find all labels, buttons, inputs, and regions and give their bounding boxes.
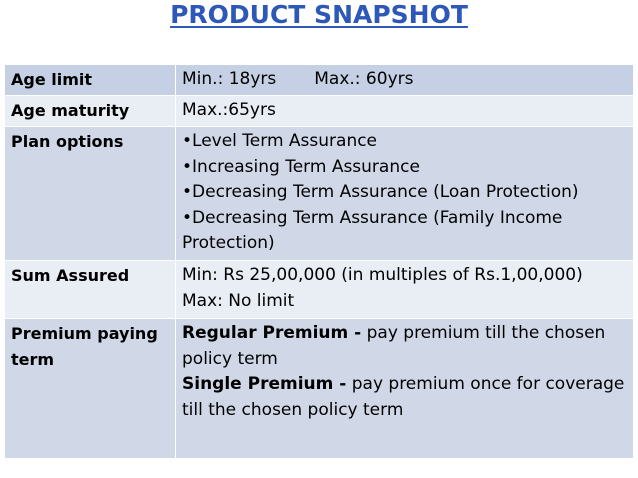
row-label: Age limit	[5, 65, 176, 96]
row-value	[176, 127, 634, 261]
product-snapshot-table	[4, 64, 634, 459]
plan-option: •Increasing Term Assurance	[182, 156, 420, 177]
table-row	[5, 319, 634, 459]
table-row	[5, 96, 634, 127]
plan-option: •Decreasing Term Assurance (Loan Protection)	[182, 182, 579, 202]
single-premium	[182, 372, 627, 423]
single-premium-label: Single Premium -	[182, 374, 347, 394]
row-label: Premium paying term	[5, 319, 176, 459]
table-row	[5, 261, 634, 319]
plan-option: •Decreasing Term Assurance (Family Income Protection)	[182, 207, 563, 253]
regular-premium-text: pay premium till the chosen policy term	[182, 323, 606, 369]
sum-assured-line: Max: No limit	[182, 290, 295, 311]
row-label: Plan options	[5, 127, 176, 261]
regular-premium	[182, 321, 627, 372]
row-value: Max.:65yrs	[176, 96, 634, 127]
row-value	[176, 261, 634, 319]
table-row	[5, 127, 634, 261]
page-title: PRODUCT SNAPSHOT	[170, 0, 468, 29]
sum-assured-line: Min: Rs 25,00,000 (in multiples of Rs.1,00,000)	[182, 265, 583, 285]
row-label: Age maturity	[5, 96, 176, 127]
row-label: Sum Assured	[5, 261, 176, 319]
age-max: Max.: 60yrs	[314, 69, 414, 89]
plan-option: •Level Term Assurance	[182, 131, 378, 151]
regular-premium-label: Regular Premium -	[182, 323, 362, 343]
table-row	[5, 65, 634, 96]
row-value	[176, 319, 634, 459]
age-min: Min.: 18yrs	[182, 69, 277, 89]
single-premium-text: pay premium once for coverage till the chosen policy term	[182, 374, 625, 420]
row-value	[176, 65, 634, 96]
